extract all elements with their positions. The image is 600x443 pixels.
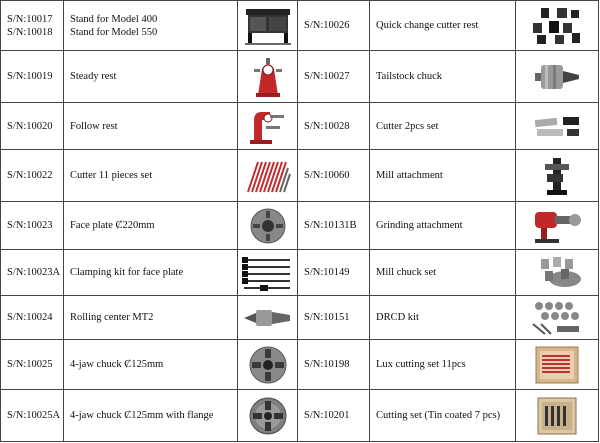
serial-number: S/N:10019 [1,51,64,103]
rolling-center-icon [238,296,298,340]
serial-number-cell [1,1,64,51]
table-row [1,1,599,51]
face-plate-icon [238,202,298,250]
serial-number: S/N:10022 [1,150,64,202]
product-name: Face plate Ȼ220mm [64,202,238,250]
product-name: Cutting set (Tin coated 7 pcs) [370,390,516,442]
serial-number: S/N:10198 [298,340,370,390]
table-row [1,150,599,202]
mill-attachment-icon [516,150,599,202]
product-name: Stand for Model 400 [70,13,158,25]
serial-number: S/N:10025A [1,390,64,442]
serial-number: S/N:10017 [7,13,53,25]
serial-number: S/N:10020 [1,103,64,150]
serial-number: S/N:10025 [1,340,64,390]
product-name: 4-jaw chuck Ȼ125mm [64,340,238,390]
product-name: Grinding attachment [370,202,516,250]
grinding-attachment-icon [516,202,599,250]
lux-cutting-set-icon [516,340,599,390]
table-row [1,103,599,150]
quick-change-cutter-rest-icon [516,1,599,51]
four-jaw-chuck-icon [238,340,298,390]
serial-number: S/N:10018 [7,26,53,38]
table-row [1,340,599,390]
serial-number: S/N:10026 [298,1,370,51]
product-name-cell [64,1,238,51]
table-row [1,250,599,296]
serial-number: S/N:10023 [1,202,64,250]
serial-number: S/N:10151 [298,296,370,340]
table-row [1,51,599,103]
cutter-11-pieces-icon [238,150,298,202]
follow-rest-icon [238,103,298,150]
tailstock-chuck-icon [516,51,599,103]
product-name: Mill attachment [370,150,516,202]
product-name: Follow rest [64,103,238,150]
product-name: Cutter 11 pieces set [64,150,238,202]
serial-number: S/N:10028 [298,103,370,150]
serial-number: S/N:10060 [298,150,370,202]
cutting-set-tin-icon [516,390,599,442]
serial-number: S/N:10027 [298,51,370,103]
serial-number: S/N:10149 [298,250,370,296]
table-row [1,296,599,340]
serial-number: S/N:10023A [1,250,64,296]
mill-chuck-set-icon [516,250,599,296]
serial-number: S/N:10131B [298,202,370,250]
product-name: Rolling center MT2 [64,296,238,340]
cutter-2pcs-icon [516,103,599,150]
clamping-kit-icon [238,250,298,296]
product-name: Steady rest [64,51,238,103]
four-jaw-chuck-flange-icon [238,390,298,442]
stand-icon [238,1,298,51]
product-name: Quick change cutter rest [370,1,516,51]
serial-number: S/N:10024 [1,296,64,340]
serial-number: S/N:10201 [298,390,370,442]
drcd-kit-icon [516,296,599,340]
product-name: Stand for Model 550 [70,26,158,38]
product-name: Tailstock chuck [370,51,516,103]
product-name: Lux cutting set 11pcs [370,340,516,390]
table-row [1,202,599,250]
product-name: Mill chuck set [370,250,516,296]
product-name: Clamping kit for face plate [64,250,238,296]
product-name: 4-jaw chuck Ȼ125mm with flange [64,390,238,442]
product-name: Cutter 2pcs set [370,103,516,150]
steady-rest-icon [238,51,298,103]
product-name: DRCD kit [370,296,516,340]
table-row [1,390,599,442]
